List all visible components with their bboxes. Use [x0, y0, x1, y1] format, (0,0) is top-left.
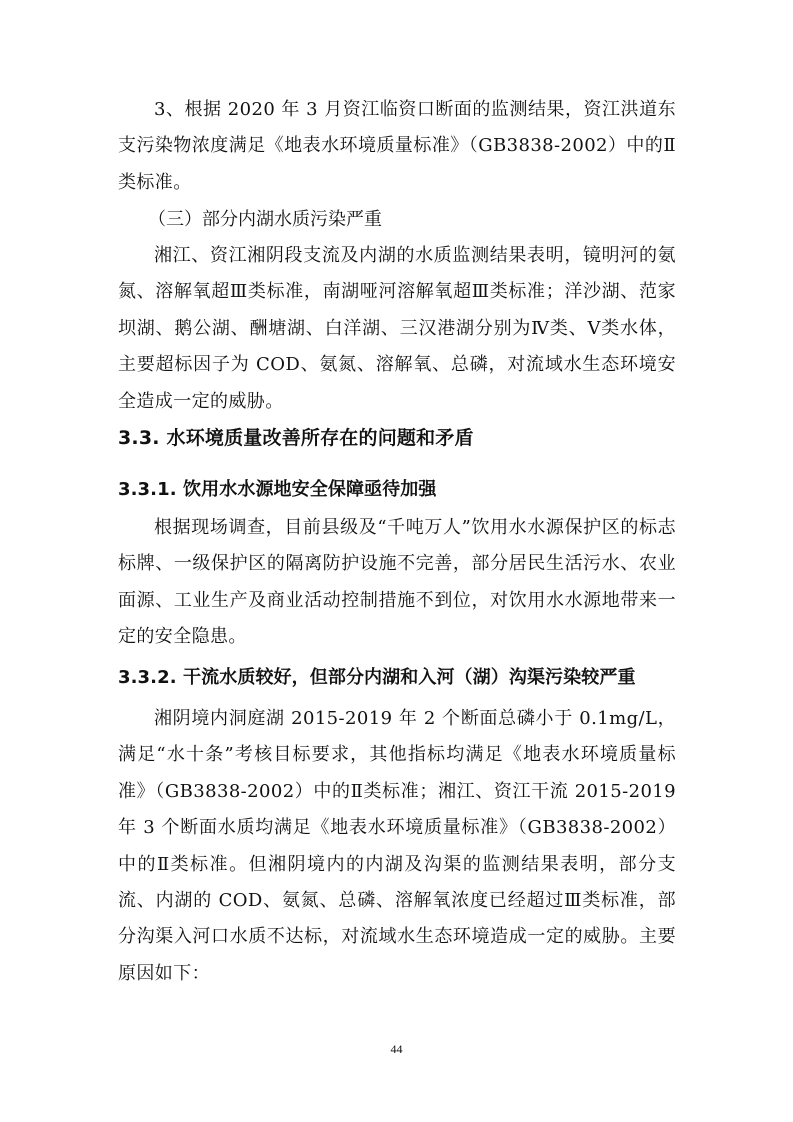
paragraph-text: 3、根据 2020 年 3 月资江临资口断面的监测结果，资江洪道东支污染物浓度满足《地表水环境质量标准》（GB3838-2002）中的Ⅱ类标准。	[118, 99, 676, 193]
subsection-heading-text: （三）部分内湖水质污染严重	[148, 209, 382, 230]
paragraph-text: 湘江、资江湘阴段支流及内湖的水质监测结果表明，镜明河的氨氮、溶解氧超Ⅲ类标准，南湖哑河溶解氧超Ⅲ类标准；洋沙湖、范家坝湖、鹅公湖、酬塘湖、白洋湖、三汉港湖分别为Ⅳ类、Ⅴ类水体，主要超标因子为 COD、氨氮、溶解氧、总磷，对流域水生态环境安全造成一定的威胁。	[118, 245, 676, 412]
subsection-heading-inner-lakes	[118, 202, 676, 238]
paragraph-text: 根据现场调查，目前县级及“千吨万人”饮用水水源保护区的标志标牌、一级保护区的隔离防护设施不完善，部分居民生活污水、农业面源、工业生产及商业活动控制措施不到位，对饮用水水源地带来一定的安全隐患。	[118, 517, 676, 648]
paragraph-inner-lake-monitoring	[118, 238, 676, 420]
section-heading-text: 3.3. 水环境质量改善所存在的问题和矛盾	[118, 427, 474, 449]
section-heading-text: 3.3.1. 饮用水水源地安全保障亟待加强	[118, 479, 437, 500]
section-heading-3-3	[118, 424, 676, 452]
paragraph-mainstream-water-quality	[118, 701, 676, 992]
page-number: 44	[390, 1042, 403, 1056]
paragraph-text: 湘阴境内洞庭湖 2015-2019 年 2 个断面总磷小于 0.1mg/L，满足“水十条”考核目标要求，其他指标均满足《地表水环境质量标准》（GB3838-2002）中的Ⅱ类标准；湘江、资江干流 2015-2019 年 3 个断面水质均满足《地表水环境质量标准》（GB3838-2002）中的Ⅱ类标准。但湘阴境内的内湖及沟渠的监测结果表明，部分支流、内湖的 COD、氨氮、总磷、溶解氧浓度已经超过Ⅲ类标准，部分沟渠入河口水质不达标，对流域水生态环境造成一定的威胁。主要原因如下：	[118, 708, 676, 984]
section-heading-3-3-1	[118, 476, 676, 504]
paragraph-resource-river-result	[118, 92, 676, 201]
section-heading-text: 3.3.2. 干流水质较好，但部分内湖和入河（湖）沟渠污染较严重	[118, 667, 636, 688]
paragraph-drinking-water-safety	[118, 510, 676, 656]
section-heading-3-3-2	[118, 664, 676, 692]
